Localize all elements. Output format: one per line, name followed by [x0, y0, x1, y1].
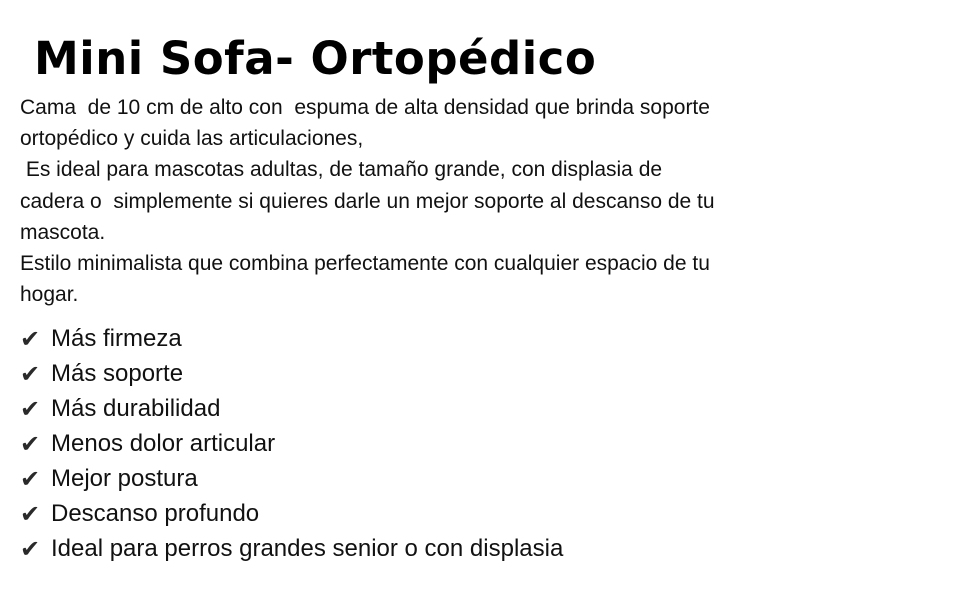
benefit-label: Más durabilidad [51, 394, 221, 422]
description-line: Es ideal para mascotas adultas, de tamaño grande, con displasia de [20, 158, 663, 182]
benefit-label: Descanso profundo [51, 499, 260, 527]
benefit-item [20, 461, 563, 496]
benefit-label: Menos dolor articular [51, 429, 276, 457]
benefit-item [20, 321, 563, 356]
benefit-item [20, 356, 563, 391]
benefit-item [20, 391, 563, 426]
checkmark-icon: ✔ [20, 499, 41, 528]
benefit-item [20, 531, 563, 566]
benefit-item [20, 496, 563, 531]
checkmark-icon: ✔ [20, 429, 41, 458]
page-title: Mini Sofa- Ortopédico [34, 32, 597, 85]
benefit-label: Más firmeza [51, 324, 182, 352]
benefit-item [20, 426, 563, 461]
checkmark-icon: ✔ [20, 464, 41, 493]
checkmark-icon: ✔ [20, 534, 41, 563]
description-line: mascota. [20, 220, 106, 244]
description-line: Cama de 10 cm de alto con espuma de alta densidad que brinda soporte [20, 96, 710, 119]
product-description [20, 92, 920, 310]
benefit-label: Ideal para perros grandes senior o con displasia [51, 534, 564, 562]
description-line: Estilo minimalista que combina perfectamente con cualquier espacio de tu [20, 252, 710, 276]
benefit-label: Más soporte [51, 359, 184, 387]
benefit-label: Mejor postura [51, 464, 198, 492]
checkmark-icon: ✔ [20, 359, 41, 388]
description-line: ortopédico y cuida las articulaciones, [20, 127, 364, 151]
checkmark-icon: ✔ [20, 394, 41, 423]
description-line: cadera o simplemente si quieres darle un mejor soporte al descanso de tu [20, 189, 715, 213]
checkmark-icon: ✔ [20, 324, 41, 353]
description-line: hogar. [20, 283, 79, 307]
benefits-list [20, 321, 563, 566]
